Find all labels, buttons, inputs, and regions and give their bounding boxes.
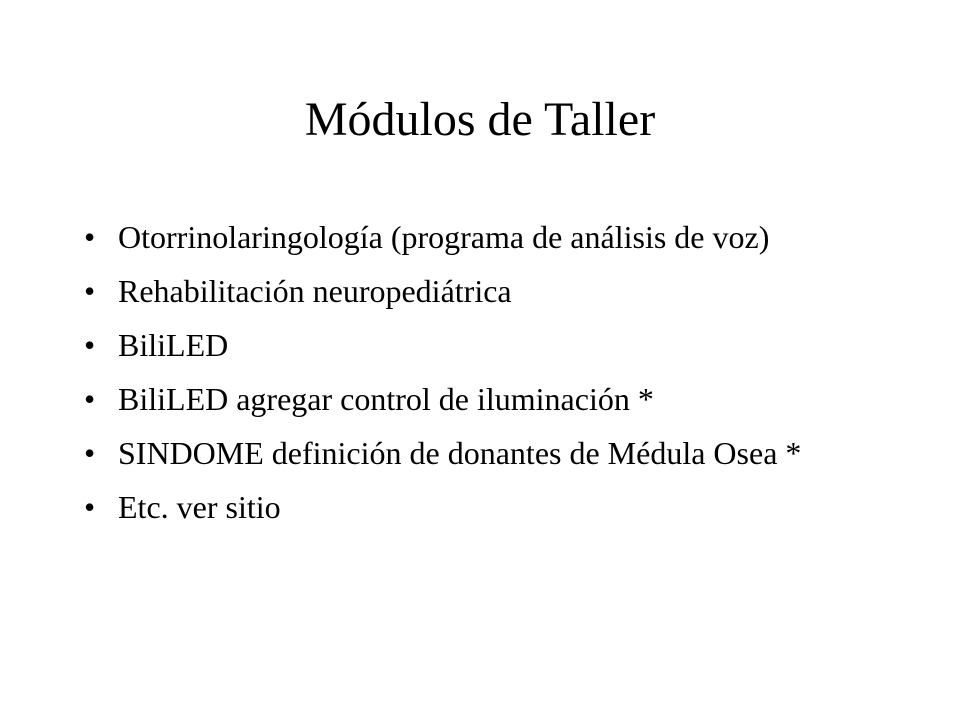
bullet-text: BiliLED bbox=[118, 327, 229, 363]
bullet-text: BiliLED agregar control de iluminación * bbox=[118, 381, 654, 417]
bullet-icon: • bbox=[84, 273, 96, 309]
bullet-text: Etc. ver sitio bbox=[118, 489, 281, 525]
bullet-list bbox=[84, 218, 874, 542]
bullet-item-otorrinolaringologia bbox=[84, 218, 874, 256]
bullet-item-biliLED-control bbox=[84, 380, 874, 418]
bullet-icon: • bbox=[84, 435, 96, 471]
bullet-icon: • bbox=[84, 489, 96, 525]
bullet-text: Rehabilitación neuropediátrica bbox=[118, 273, 512, 309]
bullet-icon: • bbox=[84, 219, 96, 255]
bullet-item-rehabilitacion bbox=[84, 272, 874, 310]
bullet-item-etc bbox=[84, 488, 874, 526]
bullet-icon: • bbox=[84, 327, 96, 363]
bullet-text: Otorrinolaringología (programa de análisis de voz) bbox=[118, 219, 770, 255]
bullet-text: SINDOME definición de donantes de Médula Osea * bbox=[118, 435, 802, 471]
bullet-item-biliLED bbox=[84, 326, 874, 364]
bullet-icon: • bbox=[84, 381, 96, 417]
bullet-item-sindome bbox=[84, 434, 874, 472]
slide-title: Módulos de Taller bbox=[304, 93, 656, 146]
